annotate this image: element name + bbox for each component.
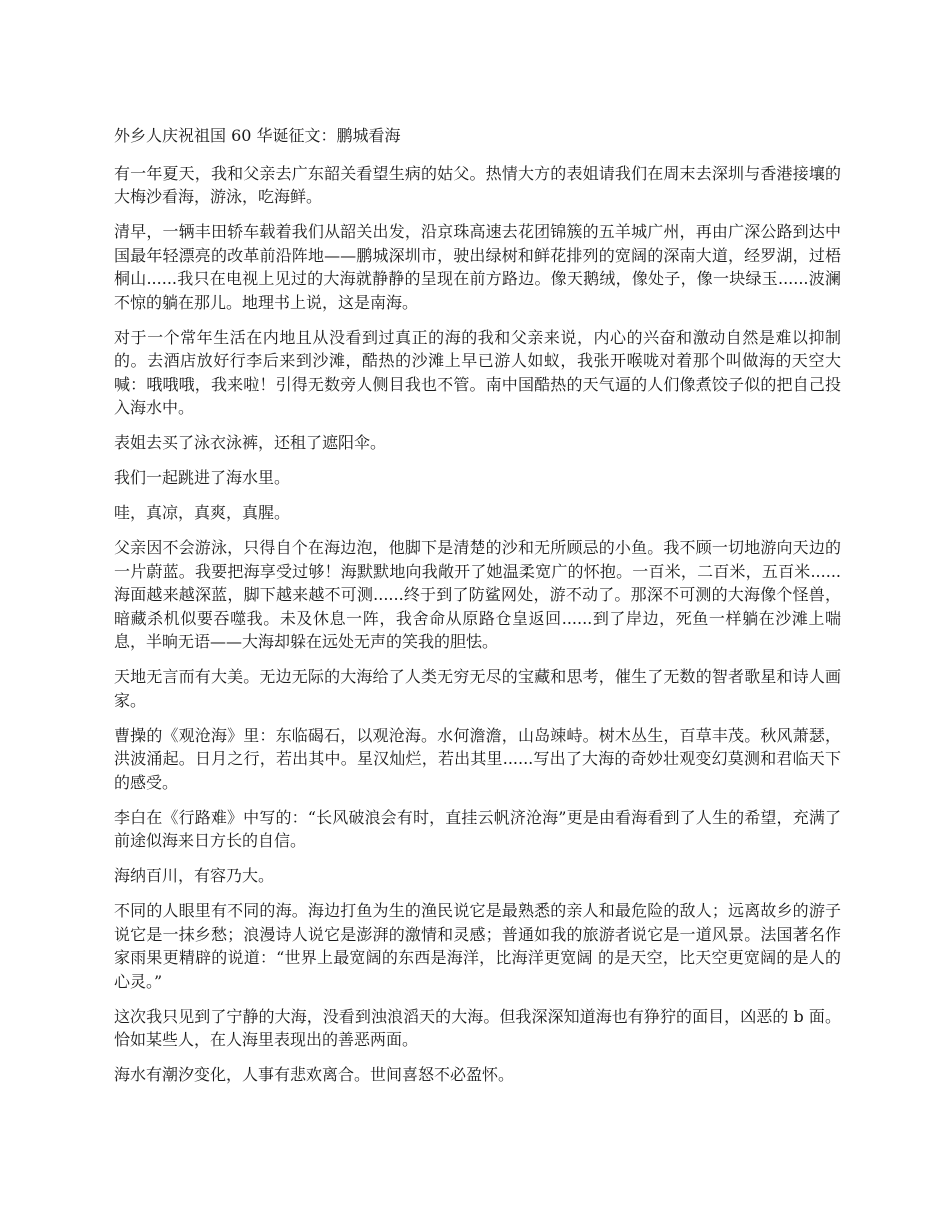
paragraph: 我们一起跳进了海水里。 <box>114 468 291 487</box>
paragraph: 这次我只见到了宁静的大海，没看到浊浪滔天的大海。但我深深知道海也有狰狞的面目，凶恶的 b 面。恰如某些人，在人海里表现出的善恶两面。 <box>114 1006 841 1049</box>
paragraph: 父亲因不会游泳，只得自个在海边泡，他脚下是清楚的沙和无所顾忌的小鱼。我不顾一切地游向天边的一片蔚蓝。我要把海享受过够！海默默地向我敞开了她温柔宽广的怀抱。一百米，二百米，五百米......海面越来越深蓝，脚下越来越不可测......终于到了防鲨网处，游不动了。那深不可测的大海像个怪兽，暗藏杀机似要吞噬我。未及休息一阵，我舍命从原路仓皇返回......到了岸边，死鱼一样躺在沙滩上喘息，半晌无语——大海却躲在远处无声的笑我的胆怯。 <box>114 538 841 651</box>
paragraph: 海水有潮汐变化，人事有悲欢离合。世间喜怒不必盈怀。 <box>114 1065 515 1084</box>
document-page <box>114 124 841 1098</box>
paragraph: 哇，真凉，真爽，真腥。 <box>114 503 291 522</box>
paragraph: 不同的人眼里有不同的海。海边打鱼为生的渔民说它是最熟悉的亲人和最危险的敌人；远离故乡的游子说它是一抹乡愁；浪漫诗人说它是澎湃的激情和灵感；普通如我的旅游者说它是一道风景。法国著名作家雨果更精辟的说道：“世界上最宽阔的东西是海洋，比海洋更宽阔 的是天空，比天空更宽阔的是人的心灵。” <box>114 901 841 991</box>
page-title: 外乡人庆祝祖国 60 华诞征文：鹏城看海 <box>114 126 401 145</box>
paragraph: 对于一个常年生活在内地且从没看到过真正的海的我和父亲来说，内心的兴奋和激动自然是难以抑制的。去酒店放好行李后来到沙滩，酷热的沙滩上早已游人如蚁，我张开喉咙对着那个叫做海的天空大喊：哦哦哦，我来啦！引得无数旁人侧目我也不管。南中国酷热的天气逼的人们像煮饺子似的把自己投入海水中。 <box>114 327 841 417</box>
paragraph: 海纳百川，有容乃大。 <box>114 866 275 885</box>
paragraph: 清早，一辆丰田轿车载着我们从韶关出发，沿京珠高速去花团锦簇的五羊城广州，再由广深公路到达中国最年轻漂亮的改革前沿阵地——鹏城深圳市，驶出绿树和鲜花排列的宽阔的深南大道，经罗湖，过梧桐山......我只在电视上见过的大海就静静的呈现在前方路边。像天鹅绒，像处子，像一块绿玉......波澜不惊的躺在那儿。地理书上说，这是南海。 <box>114 222 841 312</box>
paragraph: 天地无言而有大美。无边无际的大海给了人类无穷无尽的宝藏和思考，催生了无数的智者歌星和诗人画家。 <box>114 667 841 710</box>
paragraph: 表姐去买了泳衣泳裤，还租了遮阳伞。 <box>114 433 387 452</box>
paragraph: 有一年夏天，我和父亲去广东韶关看望生病的姑父。热情大方的表姐请我们在周末去深圳与香港接壤的大梅沙看海，游泳，吃海鲜。 <box>114 163 841 206</box>
paragraph: 李白在《行路难》中写的：“长风破浪会有时，直挂云帆济沧海”更是由看海看到了人生的希望，充满了前途似海来日方长的自信。 <box>114 807 841 850</box>
paragraph: 曹操的《观沧海》里：东临碣石，以观沧海。水何澹澹，山岛竦峙。树木丛生，百草丰茂。秋风萧瑟，洪波涌起。日月之行，若出其中。星汉灿烂，若出其里......写出了大海的奇妙壮观变幻莫测和君临天下的感受。 <box>114 725 841 792</box>
